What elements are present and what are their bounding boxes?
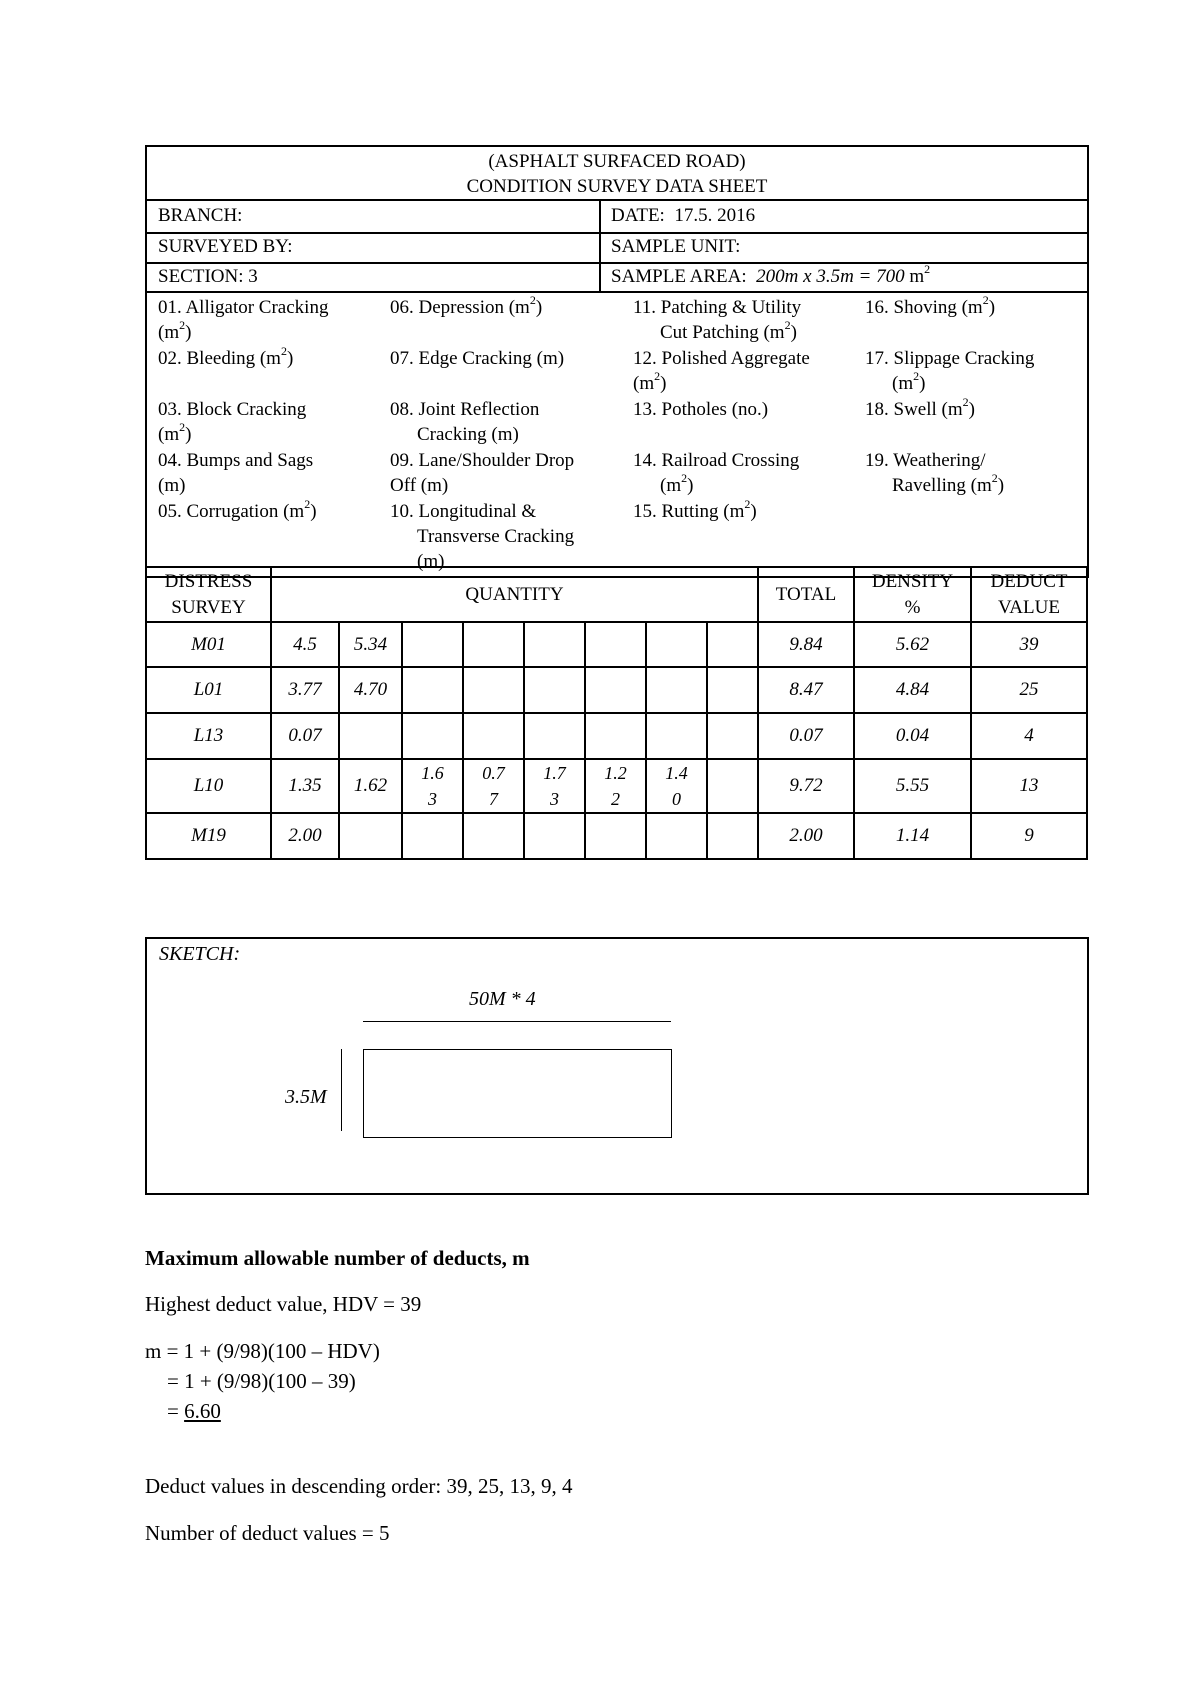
quantity-cell — [402, 622, 463, 667]
legend-item-06: 06. Depression $(m^2)$ — [390, 292, 543, 318]
deduct-cell: 4 — [971, 713, 1087, 759]
total-cell: 0.07 — [758, 713, 854, 759]
quantity-cell — [707, 713, 758, 759]
quantity-cell: 1.2 2 — [585, 759, 646, 813]
sample-area-sup: 2 — [924, 261, 931, 276]
hdv-line: Highest deduct value, HDV = 39 — [145, 1292, 422, 1316]
density-cell: 4.84 — [854, 667, 971, 713]
table-header-row — [146, 567, 1087, 622]
legend-column-3 — [633, 295, 853, 550]
total-cell: 8.47 — [758, 667, 854, 713]
legend-item-17: 17. Slippage Cracking $(m^2)$ — [865, 348, 1035, 394]
legend-column-2 — [390, 292, 620, 572]
distress-type-legend — [147, 293, 1087, 576]
quantity-cell — [463, 713, 524, 759]
surveyed-sample-unit-row — [147, 234, 1087, 264]
density-cell: 5.62 — [854, 622, 971, 667]
deduct-cell: 25 — [971, 667, 1087, 713]
date-field — [601, 201, 1087, 232]
branch-date-row — [147, 201, 1087, 234]
quantity-cell — [339, 713, 402, 759]
quantity-cell: 3.77 — [271, 667, 339, 713]
quantity-cell: 4.70 — [339, 667, 402, 713]
quantity-cell — [646, 622, 707, 667]
quantity-cell — [524, 667, 585, 713]
equation-line-1: m = 1 + (9/98)(100 – HDV) — [145, 1339, 380, 1363]
quantity-cell — [585, 622, 646, 667]
section-field: SECTION: 3 — [147, 264, 601, 291]
title-line-1: (ASPHALT SURFACED ROAD) — [488, 151, 746, 172]
legend-item-18: 18. Swell $(m^2)$ — [865, 394, 975, 420]
sample-area-field — [601, 261, 1087, 291]
quantity-cell: 2.00 — [271, 813, 339, 859]
legend-column-4 — [865, 292, 1080, 499]
quantity-cell — [339, 813, 402, 859]
equation-line-2: = 1 + (9/98)(100 – 39) — [167, 1369, 356, 1393]
distress-code-cell: L10 — [146, 759, 271, 813]
quantity-cell — [585, 667, 646, 713]
density-cell: 0.04 — [854, 713, 971, 759]
quantity-cell — [402, 813, 463, 859]
sketch-box — [145, 937, 1089, 1195]
quantity-cell: 1.62 — [339, 759, 402, 813]
total-header: TOTAL — [758, 567, 854, 622]
quantity-cell — [646, 813, 707, 859]
quantity-cell: 1.35 — [271, 759, 339, 813]
section-sample-area-row — [147, 261, 1087, 293]
total-cell: 2.00 — [758, 813, 854, 859]
distress-code-cell: M01 — [146, 622, 271, 667]
quantity-cell — [707, 759, 758, 813]
legend-item-14: 14. Railroad Crossing $(m^2)$ — [633, 450, 800, 496]
quantity-cell: 4.5 — [271, 622, 339, 667]
date-label: DATE: — [611, 205, 665, 226]
quantity-cell — [585, 813, 646, 859]
table-row — [146, 667, 1087, 713]
deduct-cell: 9 — [971, 813, 1087, 859]
total-cell: 9.84 — [758, 622, 854, 667]
quantity-cell — [524, 713, 585, 759]
calc-heading: Maximum allowable number of deducts, m — [145, 1246, 530, 1270]
legend-item-08: 08. Joint Reflection Cracking (m) — [390, 399, 540, 445]
quantity-cell: 1.6 3 — [402, 759, 463, 813]
legend-item-19: 19. Weathering/ Ravelling $(m^2)$ — [865, 450, 1005, 496]
sample-area-label: SAMPLE AREA: — [611, 266, 747, 287]
deduct-cell: 39 — [971, 622, 1087, 667]
table-row — [146, 813, 1087, 859]
quantity-cell — [402, 713, 463, 759]
quantity-cell: 1.7 3 — [524, 759, 585, 813]
quantity-cell — [524, 813, 585, 859]
quantity-cell — [585, 713, 646, 759]
quantity-cell — [463, 622, 524, 667]
table-row — [146, 759, 1087, 813]
branch-field: BRANCH: — [147, 201, 601, 232]
deduct-value-header: DEDUCT VALUE — [971, 567, 1087, 622]
legend-item-04: 04. Bumps and Sags (m) — [158, 450, 314, 496]
sample-area-unit: m — [909, 266, 925, 287]
quantity-cell: 1.4 0 — [646, 759, 707, 813]
quantity-cell: 5.34 — [339, 622, 402, 667]
width-dimension-line — [341, 1049, 342, 1131]
quantity-cell — [646, 667, 707, 713]
legend-item-05: 05. Corrugation $(m^2)$ — [158, 496, 317, 522]
sample-area-value: 200m x 3.5m = 700 — [756, 266, 905, 287]
legend-item-11: 11. Patching & Utility Cut Patching $(m^2)$ — [633, 297, 802, 343]
equation-line-3: = 6.60 — [167, 1399, 221, 1423]
distress-survey-table — [145, 566, 1088, 860]
table-row — [146, 622, 1087, 667]
quantity-cell: 0.7 7 — [463, 759, 524, 813]
legend-item-07: 07. Edge Cracking (m) — [390, 348, 565, 369]
density-cell: 1.14 — [854, 813, 971, 859]
quantity-cell — [646, 713, 707, 759]
legend-item-03: 03. Block Cracking $(m^2)$ — [158, 399, 307, 445]
surveyed-by-field: SURVEYED BY: — [147, 234, 601, 262]
legend-item-10: 10. Longitudinal & Transverse Cracking (m) — [390, 501, 575, 572]
quantity-cell — [402, 667, 463, 713]
descending-deduct-values: Deduct values in descending order: 39, 25, 13, 9, 4 — [145, 1474, 573, 1498]
legend-item-15: 15. Rutting $(m^2)$ — [633, 496, 757, 522]
distress-code-cell: L01 — [146, 667, 271, 713]
m-result: 6.60 — [184, 1399, 221, 1423]
sample-unit-field: SAMPLE UNIT: — [611, 236, 741, 257]
quantity-cell — [463, 813, 524, 859]
sketch-label: SKETCH: — [159, 943, 241, 965]
legend-item-16: 16. Shoving $(m^2)$ — [865, 292, 996, 318]
quantity-header: QUANTITY — [271, 567, 758, 622]
sample-area-rectangle — [363, 1049, 672, 1138]
quantity-cell — [707, 813, 758, 859]
deduct-cell: 13 — [971, 759, 1087, 813]
distress-code-cell: M19 — [146, 813, 271, 859]
density-cell: 5.55 — [854, 759, 971, 813]
legend-item-12: 12. Polished Aggregate $(m^2)$ — [633, 348, 810, 394]
length-dimension-line — [363, 1021, 671, 1022]
legend-item-02: 02. Bleeding $(m^2)$ — [158, 343, 294, 369]
datasheet-title — [147, 147, 1087, 201]
distress-code-cell: L13 — [146, 713, 271, 759]
condition-survey-datasheet — [145, 145, 1089, 578]
table-row — [146, 713, 1087, 759]
quantity-cell — [707, 667, 758, 713]
number-of-deduct-values: Number of deduct values = 5 — [145, 1521, 390, 1545]
quantity-cell — [463, 667, 524, 713]
quantity-cell — [707, 622, 758, 667]
length-dimension-label: 50M * 4 — [469, 988, 536, 1010]
distress-rows — [146, 622, 1087, 859]
legend-column-1 — [158, 295, 378, 550]
quantity-cell: 0.07 — [271, 713, 339, 759]
distress-survey-header: DISTRESS SURVEY — [146, 567, 271, 622]
legend-item-09: 09. Lane/Shoulder Drop Off (m) — [390, 450, 575, 496]
width-dimension-label: 3.5M — [285, 1086, 327, 1108]
density-header: DENSITY % — [854, 567, 971, 622]
total-cell: 9.72 — [758, 759, 854, 813]
title-line-2: CONDITION SURVEY DATA SHEET — [466, 176, 768, 197]
legend-item-13: 13. Potholes (no.) — [633, 399, 769, 420]
date-value: 17.5. 2016 — [674, 205, 756, 226]
quantity-cell — [524, 622, 585, 667]
legend-item-01: 01. Alligator Cracking $(m^2)$ — [158, 297, 329, 343]
